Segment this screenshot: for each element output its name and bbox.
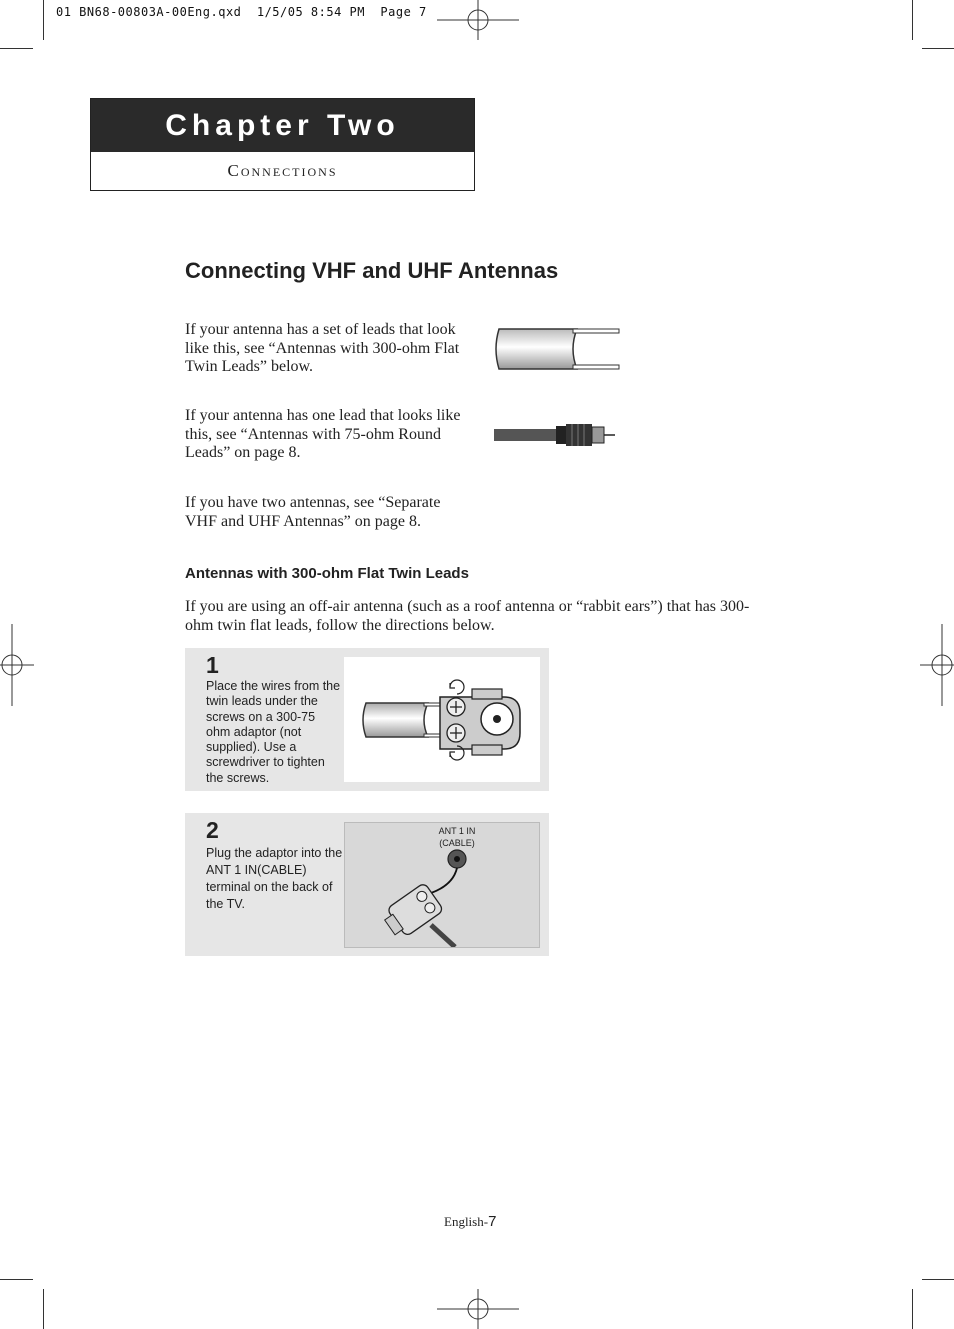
step-1-panel bbox=[185, 648, 549, 791]
registration-mark-right bbox=[920, 624, 954, 706]
adaptor-with-twin-leads-icon bbox=[344, 657, 540, 782]
step-number: 2 bbox=[206, 817, 219, 843]
crop-mark bbox=[912, 1289, 913, 1329]
intro-paragraph-two-antennas: If you have two antennas, see “Separate VHF and UHF Antennas” on page 8. bbox=[185, 494, 441, 530]
page-footer bbox=[444, 1213, 496, 1230]
ant-in-label-line-1: ANT 1 IN bbox=[438, 826, 476, 836]
subsection-title: Antennas with 300-ohm Flat Twin Leads bbox=[185, 565, 469, 582]
intro-paragraph-round-lead: If your antenna has one lead that looks like this, see “Antennas with 75-ohm Round Leads” on page 8. bbox=[185, 407, 461, 461]
section-title: Connecting VHF and UHF Antennas bbox=[185, 258, 559, 283]
chapter-header bbox=[90, 98, 475, 191]
tv-terminal-connection-icon bbox=[345, 823, 539, 947]
chapter-title: Chapter Two bbox=[91, 99, 474, 152]
flat-twin-lead-illustration bbox=[493, 324, 623, 376]
crop-mark bbox=[0, 1279, 33, 1280]
ant-in-label-line-2: (CABLE) bbox=[439, 838, 475, 848]
step-number: 1 bbox=[206, 652, 219, 678]
registration-mark-left bbox=[0, 624, 34, 706]
crop-mark bbox=[0, 48, 33, 49]
crop-mark bbox=[43, 1289, 44, 1329]
crop-mark bbox=[43, 0, 44, 40]
crop-mark bbox=[912, 0, 913, 40]
step-text: Plug the adaptor into the ANT 1 IN(CABLE) terminal on the back of the TV. bbox=[206, 846, 343, 911]
crop-mark bbox=[922, 48, 954, 49]
step-2-panel bbox=[185, 813, 549, 956]
round-coax-lead-illustration bbox=[492, 420, 618, 452]
page-number: 7 bbox=[488, 1213, 497, 1230]
registration-mark-bottom bbox=[437, 1289, 519, 1329]
registration-mark-top bbox=[437, 0, 519, 40]
step-2-illustration bbox=[344, 822, 540, 948]
step-1-illustration bbox=[344, 657, 540, 782]
step-text: Place the wires from the twin leads under the screws on a 300-75 ohm adaptor (not supplied). Use a screwdriver to tighten the screws. bbox=[206, 679, 341, 785]
footer-language: English- bbox=[444, 1214, 489, 1229]
chapter-subtitle: Connections bbox=[227, 161, 338, 180]
crop-mark bbox=[922, 1279, 954, 1280]
subsection-paragraph: If you are using an off-air antenna (such as a roof antenna or “rabbit ears”) that has 300-ohm twin flat leads, follow the directions below. bbox=[185, 598, 750, 634]
intro-paragraph-flat-leads: If your antenna has a set of leads that look like this, see “Antennas with 300-ohm Flat Twin Leads” below. bbox=[185, 321, 460, 375]
file-slug: 01 BN68-00803A-00Eng.qxd 1/5/05 8:54 PM Page 7 bbox=[56, 5, 427, 19]
